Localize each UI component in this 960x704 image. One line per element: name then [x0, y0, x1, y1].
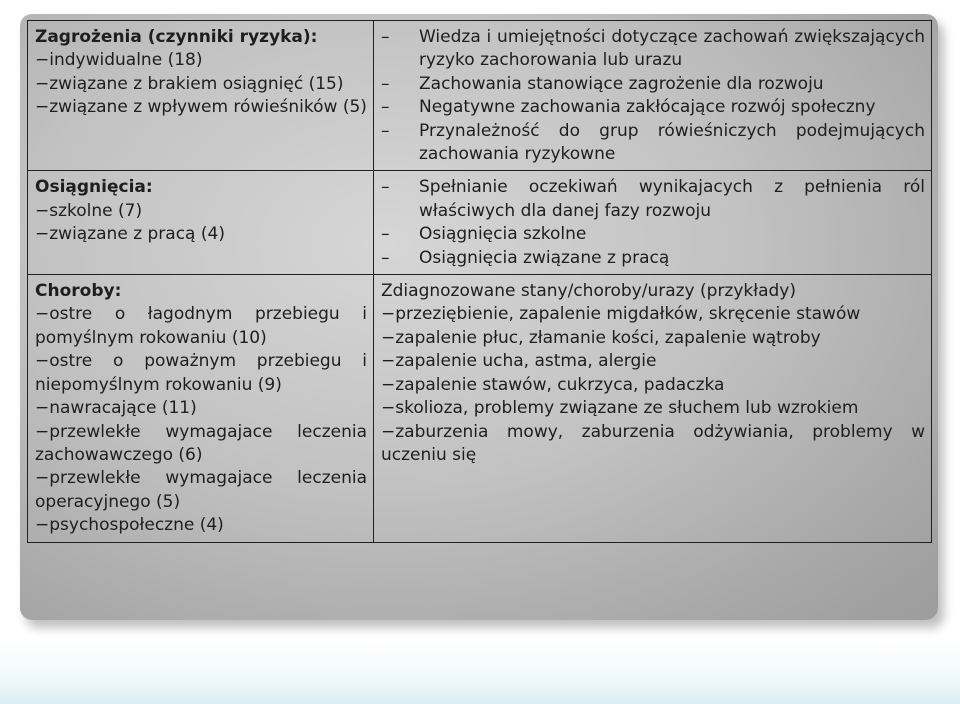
list-item: – Osiągnięcia związane z pracą: [381, 247, 925, 270]
list-item: – Wiedza i umiejętności dotyczące zachowań zwiększających ryzyko zachorowania lub urazu: [381, 26, 925, 73]
achievements-title: Osiągnięcia:: [35, 177, 153, 198]
achievements-details-cell: [374, 171, 932, 275]
list-item: −związane z pracą (4): [35, 224, 225, 245]
dash-bullet: –: [381, 224, 390, 245]
dash-bullet: –: [381, 247, 390, 268]
dash-bullet: –: [381, 27, 390, 47]
dash-bullet: –: [381, 120, 390, 141]
list-item: −nawracające (11): [35, 398, 197, 419]
diseases-cell: [28, 275, 374, 542]
dash-bullet: –: [381, 73, 390, 94]
dash-bullet: –: [381, 97, 390, 118]
risks-title: Zagrożenia (czynniki ryzyka):: [35, 27, 318, 47]
list-item: −indywidualne (18): [35, 50, 203, 71]
diseases-details-cell: [374, 275, 932, 542]
list-item: −przewlekłe wymagajace leczenia operacyjnego (5): [35, 468, 367, 512]
list-item: – Spełnianie oczekiwań wynikajacych z pełnienia ról właściwych dla danej fazy rozwoju: [381, 176, 925, 223]
list-item: −ostre o łagodnym przebiegu i pomyślnym rokowaniu (10): [35, 304, 367, 348]
list-item: −przeziębienie, zapalenie migdałków, skręcenie stawów: [381, 304, 861, 325]
list-item: −psychospołeczne (4): [35, 515, 224, 536]
table-row-risks: [28, 21, 932, 171]
list-item: – Przynależność do grup rówieśniczych podejmujących zachowania ryzykowne: [381, 120, 925, 167]
list-item: −zapalenie płuc, złamanie kości, zapalenie wątroby: [381, 327, 821, 348]
risks-cell: [28, 21, 374, 171]
achievements-cell: [28, 171, 374, 275]
list-item: −zaburzenia mowy, zaburzenia odżywiania, problemy w uczeniu się: [381, 421, 925, 465]
table-row-achievements: [28, 171, 932, 275]
diseases-title: Choroby:: [35, 281, 122, 302]
list-item: – Negatywne zachowania zakłócające rozwój społeczny: [381, 96, 925, 119]
bottom-accent-bar: [0, 640, 960, 704]
list-item: −skolioza, problemy związane ze słuchem lub wzrokiem: [381, 398, 859, 419]
list-item: −zapalenie stawów, cukrzyca, padaczka: [381, 374, 725, 395]
dash-bullet: –: [381, 177, 390, 198]
list-item: −ostre o poważnym przebiegu i niepomyślnym rokowaniu (9): [35, 351, 367, 395]
risk-factors-table: [27, 20, 932, 543]
table-row-diseases: [28, 275, 932, 542]
list-item: – Osiągnięcia szkolne: [381, 223, 925, 246]
list-item: −zapalenie ucha, astma, alergie: [381, 351, 657, 372]
list-item: – Zachowania stanowiące zagrożenie dla rozwoju: [381, 73, 925, 96]
list-item: −związane z wpływem rówieśników (5): [35, 97, 367, 118]
list-item: −związane z brakiem osiągnięć (15): [35, 73, 344, 94]
list-item: −szkolne (7): [35, 200, 143, 221]
list-item: −przewlekłe wymagajace leczenia zachowawczego (6): [35, 421, 367, 465]
diseases-details-title: Zdiagnozowane stany/choroby/urazy (przykłady): [381, 281, 796, 302]
risks-details-cell: [374, 21, 932, 171]
